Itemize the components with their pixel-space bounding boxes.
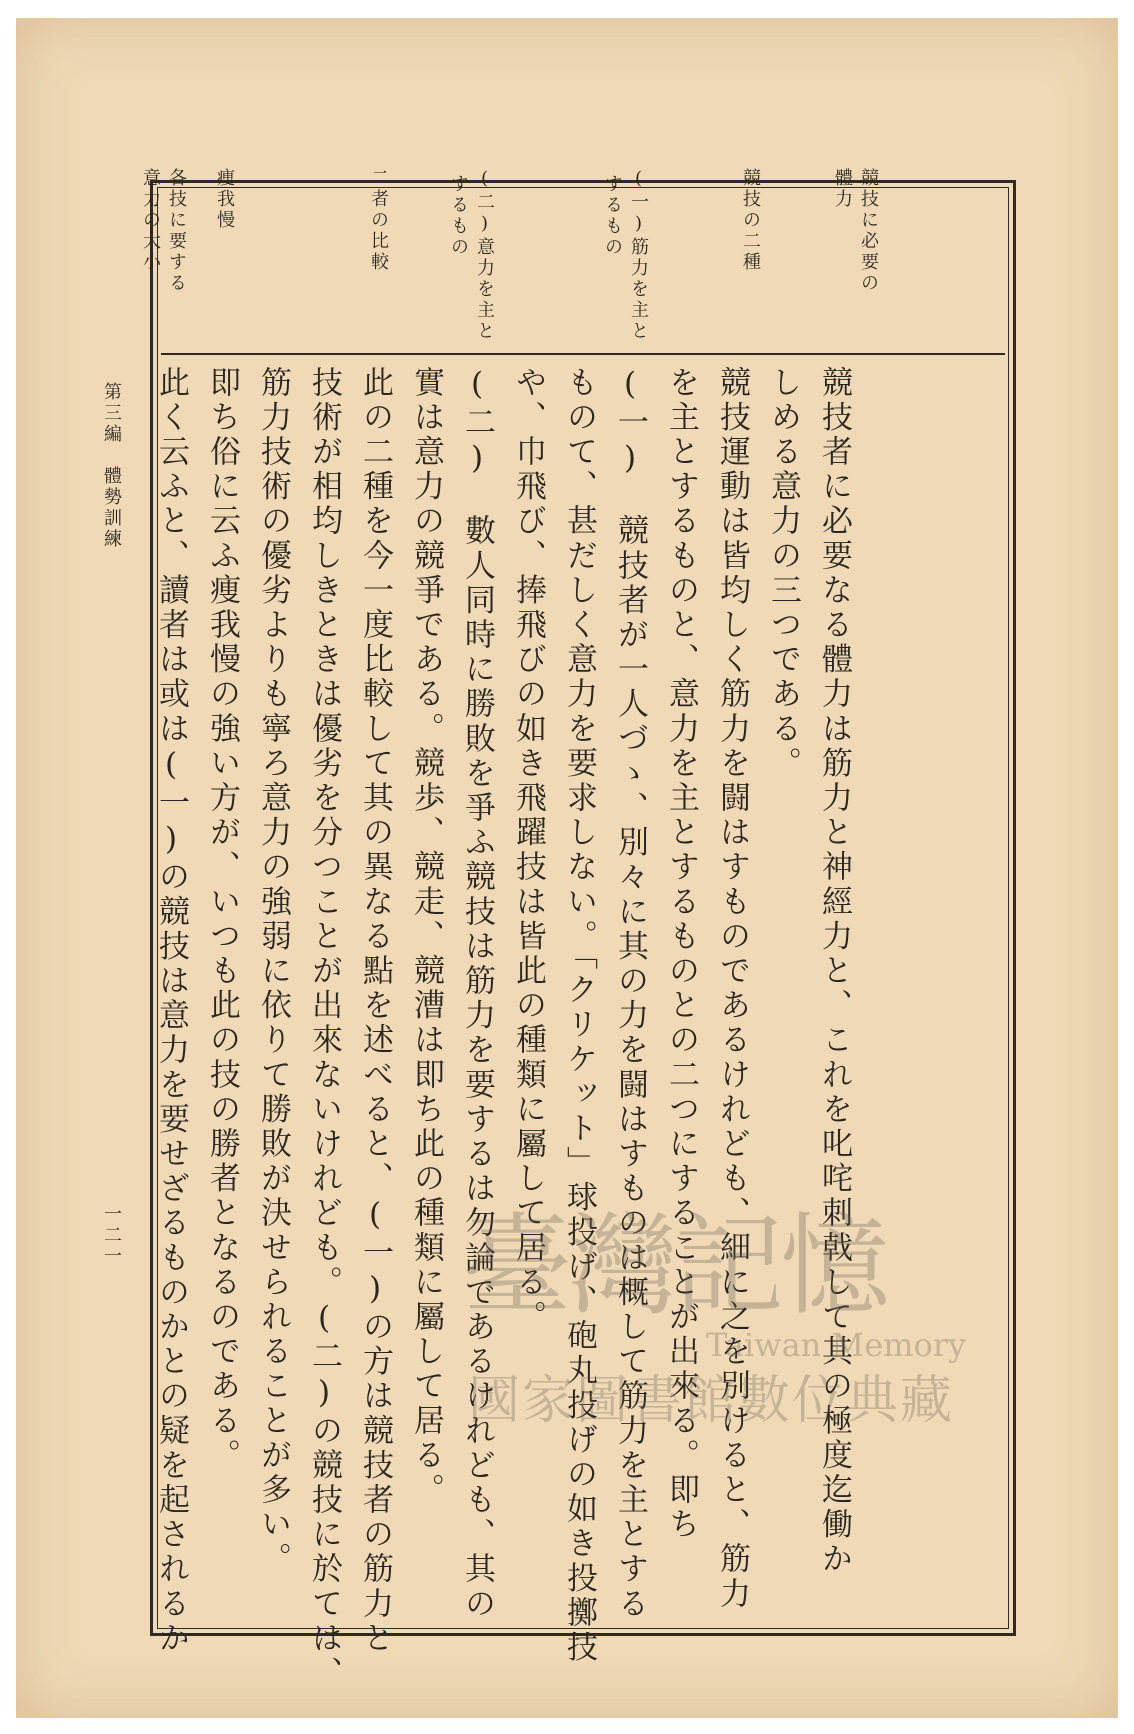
body-column-12: 筋力技術の優劣よりも寧ろ意力の強弱に依りて勝敗が決せられることが多い。 (255, 366, 291, 1577)
body-column-4: を主とするものと、意力を主とするものとの二つにすることが出來る。即ち (663, 366, 699, 1543)
watermark-calligraphy: 臺灣記憶 (462, 1202, 886, 1330)
watermark-english: Taiwan Memory (706, 1326, 967, 1364)
headnote-7-line-1: 各技に要する (166, 168, 187, 294)
body-column-2: しめる意力の三つである。 (765, 366, 801, 782)
headnote-6: 痩我慢 (214, 168, 235, 231)
body-column-5: (一) 競技者が一人づゝ、別々に其の力を闘はすものは概して筋力を主とする (612, 366, 648, 1622)
headnote-1-line-2: 體力 (832, 168, 853, 210)
page-number: 一二一 (101, 1204, 122, 1267)
running-head: 第三編 體勢訓練 (101, 382, 122, 550)
headnote-4-line-1: (二)意力を主と (474, 168, 495, 342)
headnote-3-line-1: (一)筋力を主と (628, 168, 649, 342)
body-column-8: (二) 數人同時に勝敗を爭ふ競技は筋力を要するは勿論であるけれども、其の (459, 366, 495, 1622)
headnote-3-line-2: するもの (602, 174, 623, 258)
body-column-3: 競技運動は皆均しく筋力を闘はすものであるけれども、細に之を別けると、筋力 (714, 366, 750, 1612)
headnote-2: 競技の二種 (740, 168, 761, 273)
watermark-chinese: 國家圖書館數位典藏 (468, 1371, 955, 1431)
body-column-7: や、巾飛び、捧飛びの如き飛躍技は皆此の種類に屬して居る。 (510, 366, 546, 1335)
body-column-13: 即ち俗に云ふ痩我慢の強い方が、いつも此の技の勝者となるのである。 (204, 366, 240, 1474)
headnote-divider (161, 353, 1005, 355)
headnote-7-line-2: 意力の大小 (140, 168, 161, 273)
body-column-9: 實は意力の競爭である。競歩、競走、競漕は即ち此の種類に屬して居る。 (408, 366, 444, 1508)
book-page (16, 18, 1118, 1718)
body-column-14: 此く云ふと、讀者は或は(一)の競技は意力を要せざるものかとの疑を起されるか (153, 366, 189, 1657)
body-column-11: 技術が相均しきときは優劣を分つことが出來ないけれども。(二)の競技に於ては、 (306, 366, 342, 1691)
body-column-6: ものて、甚だしく意力を要求しない。「クリケット」球投げ、砲丸投げの如き投擲技 (561, 366, 597, 1666)
headnote-4-line-2: するもの (448, 174, 469, 258)
headnote-5: 二者の比較 (368, 168, 389, 273)
body-column-1: 競技者に必要なる體力は筋力と神經力と、これを叱咤刺戟して其の極度迄働か (816, 366, 852, 1577)
body-column-10: 此の二種を今一度比較して其の異なる點を述べると、(一)の方は競技者の筋力と (357, 366, 393, 1657)
headnote-1-line-1: 競技に必要の (858, 168, 879, 294)
